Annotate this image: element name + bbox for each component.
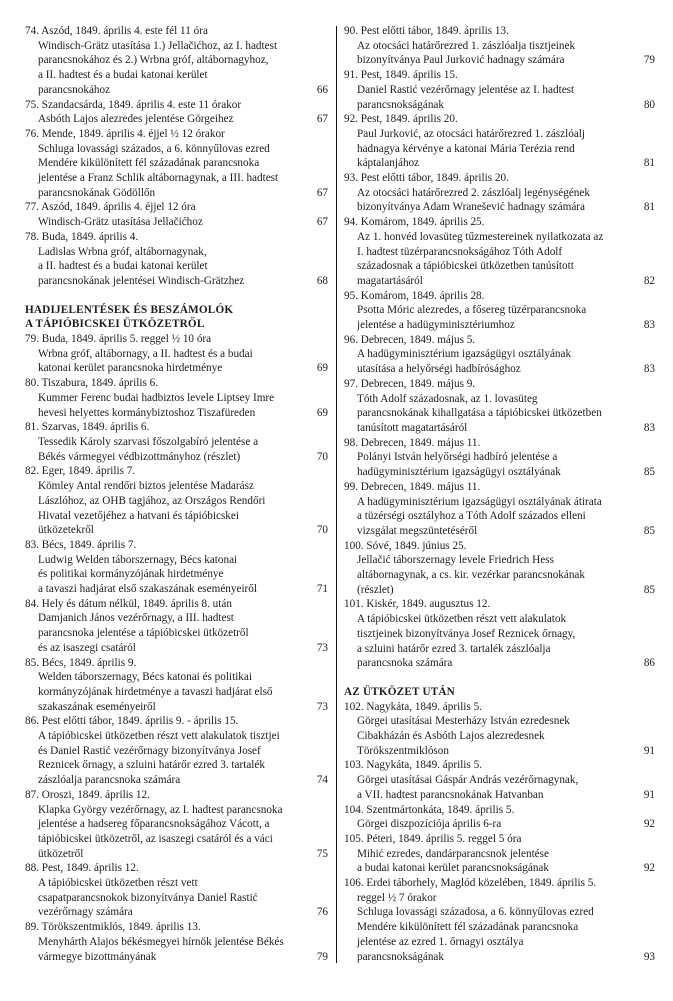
entry-page-number: 79	[316, 950, 328, 963]
toc-entry	[25, 597, 328, 656]
entry-title: Bécs, 1849. április 9.	[41, 656, 137, 669]
entry-text-line: A tápióbicskei ütközetben részt vett alakulatok tisztjei	[38, 730, 280, 743]
entry-title: Komárom, 1849. április 25.	[360, 216, 485, 229]
entry-last-line	[25, 361, 328, 376]
entry-page-number: 67	[316, 186, 328, 199]
entry-text: parancsnokságának	[357, 950, 444, 963]
entry-last-line	[344, 318, 655, 333]
entry-text-line: kormányzójának hirdetménye a tavaszi hadjárat első	[38, 685, 273, 698]
entry-last-line	[344, 656, 655, 671]
entry-text-line: Menyhárth Alajos békésmegyei hírnök jelentése Békés	[38, 935, 284, 948]
entry-text-line: Schluga lovassági századosa, a 6. könnyűlovas ezred	[357, 906, 594, 919]
entry-text: parancsnokának Gödöllőn	[38, 186, 156, 199]
entry-text-line: Tóth Adolf századosnak, az 1. lovasüteg	[357, 392, 538, 405]
entry-text-line: és Daniel Rastić vezérőrnagy bizonyítványa Josef	[38, 744, 261, 757]
entry-text: szakaszának eseményeiről	[38, 700, 156, 713]
entry-text: utasítása a helyőrségi hadbírósághoz	[357, 363, 521, 376]
entry-heading	[344, 597, 655, 612]
entry-heading	[25, 420, 328, 435]
entry-title: Debrecen, 1849. május 5.	[360, 333, 476, 346]
entry-title: Erdei táborhely, Maglód közelében, 1849. április 5.	[366, 877, 597, 890]
entry-last-line	[344, 98, 655, 113]
entry-title: Debrecen, 1849. május 9.	[360, 377, 476, 390]
section-heading-line: AZ ÜTKÖZET UTÁN	[344, 685, 455, 698]
entry-title: Buda, 1849. április 5. reggel ½ 10 óra	[41, 333, 212, 346]
entry-page-number: 85	[643, 583, 655, 596]
entry-page-number: 92	[643, 862, 655, 875]
entry-number: 103.	[344, 759, 364, 772]
entry-text: katonai kerület parancsnoka hirdetménye	[38, 362, 223, 375]
entry-number: 76.	[25, 127, 39, 140]
entry-title: Kiskér, 1849. augusztus 12.	[366, 598, 491, 611]
toc-entry	[344, 480, 655, 539]
entry-page-number: 91	[643, 744, 655, 757]
entry-text-line: Kummer Ferenc budai hadbiztos levele Liptsey Imre	[38, 391, 275, 404]
entry-last-line	[344, 744, 655, 759]
entry-page-number: 86	[643, 657, 655, 670]
entry-last-line	[344, 817, 655, 832]
entry-number: 77.	[25, 201, 39, 214]
entry-number: 78.	[25, 230, 39, 243]
entry-heading	[344, 24, 655, 39]
entry-number: 101.	[344, 598, 364, 611]
entry-text: Törökszentmiklóson	[357, 744, 449, 757]
entry-number: 79.	[25, 333, 39, 346]
entry-heading	[25, 714, 328, 729]
entry-heading	[344, 215, 655, 230]
entry-heading	[25, 24, 328, 39]
entry-title: Törökszentmiklós, 1849. április 13.	[41, 921, 201, 934]
entry-text-line: és politikai kormányzójának hirdetménye	[38, 568, 224, 581]
entry-number: 81.	[25, 421, 39, 434]
entry-page-number: 69	[316, 362, 328, 375]
entry-last-line	[344, 362, 655, 377]
entry-text: (részlet)	[357, 583, 394, 596]
toc-entry	[344, 112, 655, 171]
entry-number: 104.	[344, 803, 364, 816]
entry-number: 105.	[344, 832, 364, 845]
entry-text: parancsnokságának	[357, 98, 444, 111]
toc-entry	[25, 200, 328, 229]
toc-column-right	[344, 24, 655, 964]
entry-text-line: Görgei utasításai Gáspár András vezérőrnagynak,	[357, 774, 579, 787]
entry-text-line: Daniel Rastić vezérőrnagy jelentése az I. hadtest	[357, 83, 575, 96]
entry-text: tanúsított magatartásáról	[357, 421, 468, 434]
entry-page-number: 83	[643, 363, 655, 376]
toc-entry	[344, 803, 655, 832]
entry-last-line	[25, 406, 328, 421]
entry-page-number: 75	[316, 847, 328, 860]
entry-title: Sóvé, 1849. június 25.	[366, 539, 467, 552]
entry-number: 100.	[344, 539, 364, 552]
entry-text: parancsnoka számára	[357, 657, 453, 670]
entry-number: 90.	[344, 25, 358, 37]
entry-text-line: parancsnokának kihallgatása a tápióbicskei ütközetben	[357, 407, 602, 420]
entry-title: Buda, 1849. április 4.	[41, 230, 139, 243]
entry-page-number: 73	[316, 700, 328, 713]
entry-text: jelentése a hadügyminisztériumhoz	[357, 319, 515, 332]
entry-text-line: Tessedik Károly szarvasi főszolgabíró jelentése a	[38, 435, 259, 448]
entry-text: Görgei diszpozíciója április 6-ra	[357, 818, 502, 831]
section-heading	[25, 303, 328, 332]
toc-entry	[344, 436, 655, 480]
entry-page-number: 76	[316, 906, 328, 919]
toc-entry	[25, 538, 328, 597]
entry-number: 75.	[25, 98, 39, 111]
entry-text-line: Ludwig Welden táborszernagy, Bécs katonai	[38, 553, 238, 566]
entry-text-line: Lászlóhoz, az OHB tagjához, az Országos Rendőri	[38, 494, 266, 507]
toc-entry	[344, 68, 655, 112]
entry-text-line: csapatparancsnokok bizonyítványa Daniel Rastić	[38, 891, 258, 904]
entry-heading	[25, 332, 328, 347]
entry-page-number: 67	[316, 113, 328, 126]
entry-last-line	[344, 274, 655, 289]
entry-last-line	[25, 112, 328, 127]
entry-heading	[25, 98, 328, 113]
entry-last-line	[344, 861, 655, 876]
entry-page-number: 79	[643, 54, 655, 67]
entry-page-number: 68	[316, 274, 328, 287]
entry-page-number: 85	[643, 466, 655, 479]
entry-text-line: hadnagya kérvénye a katonai Mária Terézia rend	[357, 142, 575, 155]
entry-heading	[344, 112, 655, 127]
entry-heading	[25, 464, 328, 479]
entry-text-line: altábornagynak, a cs. kir. vezérkar parancsnokának	[357, 569, 585, 582]
entry-page-number: 66	[316, 83, 328, 96]
entry-text: és az isaszegi csatáról	[38, 641, 136, 654]
entry-heading	[25, 538, 328, 553]
entry-last-line	[344, 200, 655, 215]
entry-text-line: parancsnokához és 2.) Wrbna gróf, altábornagyhoz,	[38, 54, 269, 67]
entry-text: vizsgálat megszüntetéséről	[357, 524, 478, 537]
entry-text-line: Damjanich János vezérőrnagy, a III. hadtest	[38, 612, 234, 625]
entry-page-number: 83	[643, 421, 655, 434]
entry-heading	[344, 480, 655, 495]
entry-number: 74.	[25, 25, 39, 37]
entry-last-line	[25, 773, 328, 788]
entry-last-line	[25, 215, 328, 230]
entry-number: 86.	[25, 715, 39, 728]
entry-text-line: Cibakházán és Asbóth Lajos alezredesnek	[357, 730, 545, 743]
entry-text-line: a II. hadtest és a budai katonai kerület	[38, 69, 208, 82]
entry-title: Hely és dátum nélkül, 1849. április 8. után	[41, 597, 232, 610]
entry-page-number: 85	[643, 524, 655, 537]
entry-title: Pest, 1849. április 12.	[41, 862, 139, 875]
entry-text-line: A hadügyminisztérium igazságügyi osztályának	[357, 348, 572, 361]
toc-entry	[344, 700, 655, 759]
entry-heading	[25, 597, 328, 612]
entry-text: a tavaszi hadjárat első szakaszának eseményeiről	[38, 583, 257, 596]
entry-number: 102.	[344, 700, 364, 713]
entry-page-number: 71	[316, 583, 328, 596]
entry-heading	[344, 333, 655, 348]
entry-heading	[25, 127, 328, 142]
entry-page-number: 70	[316, 450, 328, 463]
entry-text-line: I. hadtest tüzérparancsnokságához Tóth Adolf	[357, 245, 563, 258]
entry-number: 82.	[25, 465, 39, 478]
toc-entry	[25, 98, 328, 127]
entry-text: parancsnokának jelentései Windisch-Grätzhez	[38, 274, 245, 287]
toc-entry	[344, 171, 655, 215]
toc-entry	[25, 861, 328, 920]
toc-entry	[344, 539, 655, 598]
entry-text: bizonyítványa Adam Wranešević hadnagy számára	[357, 201, 585, 214]
entry-last-line	[344, 156, 655, 171]
entry-page-number: 67	[316, 216, 328, 229]
entry-last-line	[25, 847, 328, 862]
entry-text: ütközetekről	[38, 524, 94, 537]
toc-entry	[344, 215, 655, 289]
entry-page-number: 92	[643, 818, 655, 831]
entry-text-line: Mendére kikülönített fél századának parancsnoka	[357, 921, 579, 934]
entry-last-line	[344, 421, 655, 436]
entry-last-line	[344, 788, 655, 803]
entry-text: a budai katonai kerület parancsnokságának	[357, 862, 549, 875]
section-heading-line: HADIJELENTÉSEK ÉS BESZÁMOLÓK	[25, 303, 234, 316]
entry-number: 95.	[344, 289, 358, 302]
entry-text-line: Psotta Móric alezredes, a fősereg tüzérparancsnoka	[357, 304, 587, 317]
toc-entry	[25, 127, 328, 201]
entry-text-line: Wrbna gróf, altábornagy, a II. hadtest és a budai	[38, 347, 253, 360]
entry-title: Pest, 1849. április 20.	[360, 113, 458, 126]
entry-number: 87.	[25, 788, 39, 801]
entry-page-number: 81	[643, 201, 655, 214]
entry-title: Bécs, 1849. április 7.	[41, 538, 137, 551]
entry-title: Pest, 1849. április 15.	[360, 69, 458, 82]
toc-entry	[25, 332, 328, 376]
toc-entry	[25, 788, 328, 862]
entry-text: magatartásáról	[357, 274, 423, 287]
toc-entry	[344, 876, 655, 964]
entry-last-line	[25, 83, 328, 98]
entry-text: parancsnokához	[38, 83, 111, 96]
toc-entry	[25, 464, 328, 538]
entry-last-line	[25, 950, 328, 965]
entry-number: 96.	[344, 333, 358, 346]
entry-text-line: A tápióbicskei ütközetben részt vett	[38, 877, 198, 890]
entry-text-line: századosnak a tápióbicskei ütközetben tanúsított	[357, 260, 574, 273]
entry-text-line: Schluga lovassági százados, a 6. könnyűlovas ezred	[38, 142, 270, 155]
entry-text-line: A tápióbicskei ütközetben részt vett alakulatok	[357, 613, 567, 626]
entry-number: 83.	[25, 538, 39, 551]
entry-title: Szarvas, 1849. április 6.	[41, 421, 150, 434]
entry-title: Nagykáta, 1849. április 5.	[366, 700, 482, 713]
toc-entry	[25, 376, 328, 420]
entry-text-line: reggel ½ 7 órakor	[357, 891, 437, 904]
toc-entry	[25, 230, 328, 289]
entry-last-line	[25, 523, 328, 538]
entry-number: 93.	[344, 172, 358, 185]
section-heading	[344, 685, 655, 700]
entry-last-line	[25, 905, 328, 920]
toc-entry	[25, 420, 328, 464]
entry-heading	[344, 758, 655, 773]
entry-number: 92.	[344, 113, 358, 126]
entry-title: Debrecen, 1849. május 11.	[360, 480, 481, 493]
entry-title: Péteri, 1849. április 5. reggel 5 óra	[366, 832, 522, 845]
entry-text: Békés vármegyei védbizottmányhoz (részlet)	[38, 450, 241, 463]
entry-text-line: Klapka György vezérőrnagy, az I. hadtest parancsnoka	[38, 803, 283, 816]
entry-page-number: 91	[643, 788, 655, 801]
entry-heading	[25, 920, 328, 935]
entry-heading	[344, 68, 655, 83]
entry-title: Szentmártonkáta, 1849. április 5.	[366, 803, 515, 816]
entry-text-line: Reznicek őrnagy, a szluini határőr ezred 3. tartalék	[38, 759, 265, 772]
entry-last-line	[344, 465, 655, 480]
entry-text: Windisch-Grätz utasítása Jellačićhoz	[38, 216, 203, 229]
entry-title: Tiszabura, 1849. április 6.	[41, 377, 159, 390]
entry-text-line: Hivatal vezetőjéhez a hatvani és tápióbicskei	[38, 509, 239, 522]
toc-entry	[344, 333, 655, 377]
toc-entry	[344, 832, 655, 876]
entry-text: káptalanjához	[357, 157, 420, 170]
entry-heading	[344, 171, 655, 186]
toc-entry	[344, 758, 655, 802]
toc-entry	[344, 377, 655, 436]
entry-heading	[344, 803, 655, 818]
entry-page-number: 83	[643, 319, 655, 332]
toc-entry	[25, 714, 328, 788]
entry-page-number: 74	[316, 774, 328, 787]
section-heading-line: A TÁPIÓBICSKEI ÜTKÖZETRŐL	[25, 318, 205, 331]
entry-page-number: 70	[316, 524, 328, 537]
entry-last-line	[344, 53, 655, 68]
entry-last-line	[25, 700, 328, 715]
entry-text-line: Kömley Antal rendőri biztos jelentése Madarász	[38, 480, 254, 493]
entry-heading	[344, 539, 655, 554]
entry-last-line	[25, 274, 328, 289]
entry-number: 88.	[25, 862, 39, 875]
entry-text: Asbóth Lajos alezredes jelentése Görgeihez	[38, 113, 234, 126]
entry-page-number: 82	[643, 274, 655, 287]
entry-text-line: Mihić ezredes, dandárparancsnok jelentése	[357, 847, 549, 860]
entry-title: Debrecen, 1849. május 11.	[360, 436, 481, 449]
entry-number: 84.	[25, 597, 39, 610]
entry-text-line: Az otocsáci határőrezred 1. zászlóalja tisztjeinek	[357, 39, 576, 52]
entry-heading	[344, 700, 655, 715]
entry-heading	[25, 788, 328, 803]
toc-column-left	[25, 24, 328, 964]
column-divider-rule	[336, 26, 337, 963]
entry-text-line: tisztjeinek bizonyítványa Josef Reznicek őrnagy,	[357, 627, 576, 640]
entry-text-line: Polányi István helyőrségi hadbíró jelentése a	[357, 451, 558, 464]
entry-number: 91.	[344, 69, 358, 82]
entry-text-line: jelentése a Franz Schlik altábornagynak, a III. hadtest	[38, 172, 279, 185]
entry-text-line: Paul Jurković, az otocsáci határőrezred 1. zászlóalj	[357, 127, 585, 140]
toc-entry	[344, 289, 655, 333]
entry-heading	[25, 200, 328, 215]
entry-last-line	[25, 641, 328, 656]
entry-number: 89.	[25, 921, 39, 934]
entry-text-line: Görgei utasításai Mesterházy István ezredesnek	[357, 715, 570, 728]
entry-text-line: Mendére kikülönített fél századának parancsnoka	[38, 157, 260, 170]
entry-text-line: parancsnoka jelentése a tápióbicskei ütközetről	[38, 627, 249, 640]
entry-page-number: 93	[643, 950, 655, 963]
toc-entry	[25, 656, 328, 715]
toc-entry	[25, 24, 328, 98]
entry-heading	[344, 832, 655, 847]
entry-title: Pest előtti tábor, 1849. április 13.	[360, 25, 509, 37]
entry-last-line	[344, 524, 655, 539]
entry-text: zászlóalja parancsnoka számára	[38, 774, 181, 787]
entry-last-line	[25, 582, 328, 597]
entry-page-number: 80	[643, 98, 655, 111]
entry-last-line	[344, 950, 655, 965]
entry-heading	[344, 436, 655, 451]
entry-text-line: Jellačić táborszernagy levele Friedrich Hess	[357, 554, 554, 567]
entry-text: vármegye bizottmányának	[38, 950, 157, 963]
entry-title: Aszód, 1849. április 4. éjjel 12 óra	[41, 201, 196, 214]
toc-entry	[25, 920, 328, 964]
entry-title: Eger, 1849. április 7.	[41, 465, 136, 478]
entry-title: Pest előtti tábor, 1849. április 9. - április 15.	[41, 715, 239, 728]
entry-text-line: a II. hadtest és a budai katonai kerület	[38, 260, 208, 273]
entry-heading	[25, 376, 328, 391]
entry-number: 85.	[25, 656, 39, 669]
entry-text-line: Windisch-Grätz utasítása 1.) Jellačićhoz, az I. hadtest	[38, 39, 278, 52]
entry-text-line: jelentése az ezred 1. őrnagyi osztálya	[357, 935, 524, 948]
entry-text-line: a tüzérségi osztályhoz a Tóth Adolf százados elleni	[357, 510, 586, 523]
entry-heading	[344, 377, 655, 392]
entry-text: a VII. hadtest parancsnokának Hatvanban	[357, 788, 544, 801]
entry-heading	[25, 656, 328, 671]
entry-text-line: a szluini határőr ezred 3. tartalék zászlóalja	[357, 642, 551, 655]
entry-title: Mende, 1849. április 4. éjjel ½ 12 órakor	[41, 127, 225, 140]
entry-number: 94.	[344, 216, 358, 229]
entry-number: 98.	[344, 436, 358, 449]
entry-number: 106.	[344, 877, 364, 890]
toc-entry	[344, 24, 655, 68]
entry-last-line	[344, 583, 655, 598]
entry-text-line: Az otocsáci határőrezred 2. zászlóalj legénységének	[357, 186, 590, 199]
entry-title: Szandacsárda, 1849. április 4. este 11 órakor	[41, 98, 242, 111]
entry-page-number: 69	[316, 406, 328, 419]
entry-number: 80.	[25, 377, 39, 390]
entry-title: Aszód, 1849. április 4. este fél 11 óra	[41, 25, 208, 37]
entry-text: ütközetről	[38, 847, 84, 860]
entry-last-line	[25, 450, 328, 465]
entry-last-line	[25, 186, 328, 201]
entry-title: Oroszi, 1849. április 12.	[41, 788, 150, 801]
entry-page-number: 81	[643, 157, 655, 170]
entry-text-line: A hadügyminisztérium igazságügyi osztályának átirata	[357, 495, 602, 508]
entry-heading	[344, 289, 655, 304]
entry-heading	[25, 230, 328, 245]
entry-title: Komárom, 1849. április 28.	[360, 289, 485, 302]
entry-page-number: 73	[316, 641, 328, 654]
entry-text-line: Az 1. honvéd lovasüteg tűzmestereinek nyilatkozata az	[357, 230, 604, 243]
entry-text-line: Welden táborszernagy, Bécs katonai és politikai	[38, 671, 252, 684]
entry-text-line: Ladislas Wrbna gróf, altábornagynak,	[38, 245, 207, 258]
entry-text: bizonyítványa Paul Jurković hadnagy számára	[357, 54, 565, 67]
entry-number: 99.	[344, 480, 358, 493]
entry-text-line: jelentése a hadsereg főparancsnokságához Vácott, a	[38, 818, 270, 831]
entry-title: Nagykáta, 1849. április 5.	[366, 759, 482, 772]
entry-number: 97.	[344, 377, 358, 390]
entry-title: Pest előtti tábor, 1849. április 20.	[360, 172, 509, 185]
entry-text-line: tápióbicskei ütközetről, az isaszegi csatáról és a váci	[38, 832, 273, 845]
entry-text: hevesi helyettes kormánybiztoshoz Tiszafüreden	[38, 406, 256, 419]
entry-heading	[25, 861, 328, 876]
entry-heading	[344, 876, 655, 891]
entry-text: vezérőrnagy számára	[38, 906, 133, 919]
toc-entry	[344, 597, 655, 671]
entry-text: hadügyminisztérium igazságügyi osztályának	[357, 466, 561, 479]
